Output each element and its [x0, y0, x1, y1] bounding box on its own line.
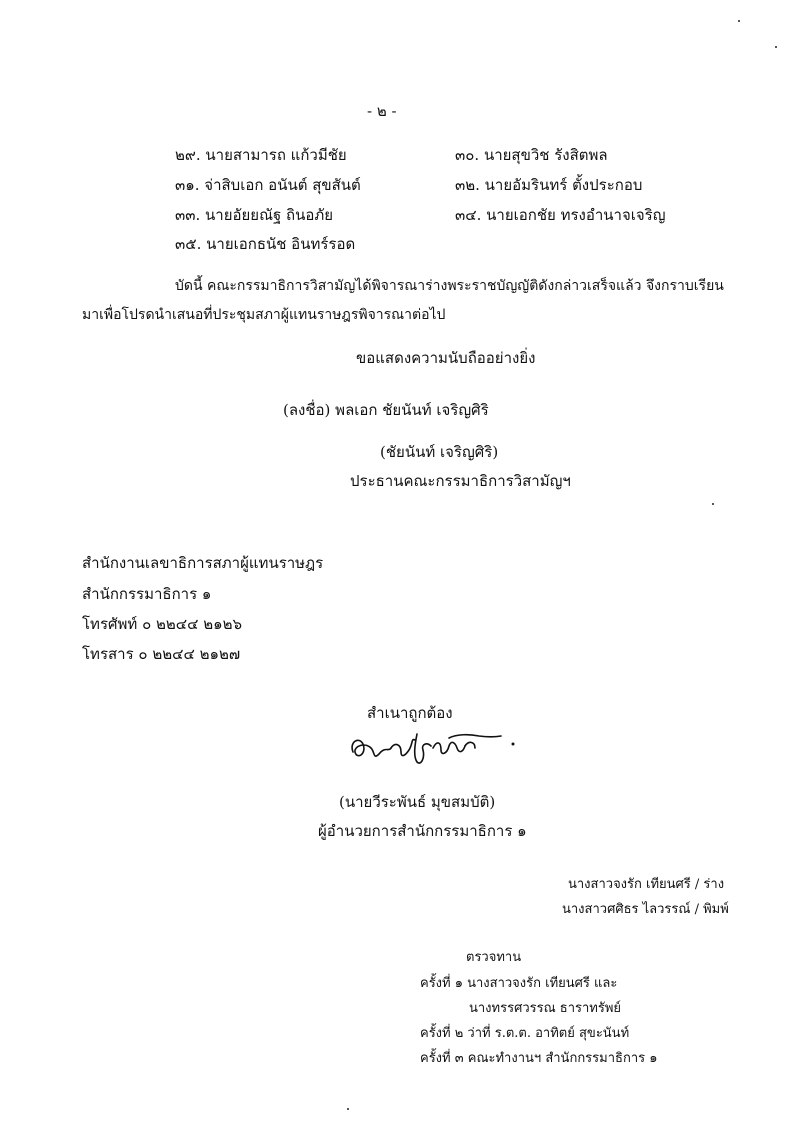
closing-line: ขอแสดงความนับถืออย่างยิ่ง	[356, 349, 536, 367]
review-round-1: ครั้งที่ ๑ นางสาวจงรัก เทียนศรี และ	[420, 976, 618, 991]
review-round-2: ครั้งที่ ๒ ว่าที่ ร.ต.ต. อาทิตย์ สุขะนันท์	[420, 1026, 630, 1041]
office-department: สำนักกรรมาธิการ ๑	[82, 585, 212, 603]
signed-line: (ลงชื่อ) พลเอก ชัยนันท์ เจริญศิริ	[283, 401, 489, 419]
office-name: สำนักงานเลขาธิการสภาผู้แทนราษฎร	[82, 554, 324, 572]
body-line-2: มาเพื่อโปรดนำเสนอที่ประชุมสภาผู้แทนราษฎรพิจารณาต่อไป	[82, 307, 446, 323]
signer-title: ประธานคณะกรรมาธิการวิสามัญฯ	[350, 472, 571, 490]
review-round-3: ครั้งที่ ๓ คณะทำงานฯ สำนักกรรมาธิการ ๑	[420, 1051, 658, 1066]
member-30: ๓๐. นายสุขวิช รังสิตพล	[455, 146, 608, 164]
certified-copy-label: สำเนาถูกต้อง	[367, 704, 453, 722]
office-fax: โทรสาร ๐ ๒๒๔๔ ๒๑๒๗	[82, 645, 241, 663]
review-heading: ตรวจทาน	[466, 950, 522, 965]
scan-speck	[775, 46, 777, 48]
member-33: ๓๓. นายอัยยณัฐ ถินอภัย	[175, 206, 334, 224]
handwritten-signature	[345, 722, 520, 772]
scan-speck	[738, 20, 740, 22]
member-29: ๒๙. นายสามารถ แก้วมีชัย	[175, 146, 347, 164]
member-31: ๓๑. จ่าสิบเอก อนันต์ สุขสันต์	[175, 176, 361, 194]
typist-line: นางสาวศศิธร ไลวรรณ์ / พิมพ์	[562, 902, 729, 917]
signer-name: (ชัยนันท์ เจริญศิริ)	[380, 443, 499, 461]
certifier-title: ผู้อำนวยการสำนักกรรมาธิการ ๑	[318, 822, 527, 840]
review-round-1-cont: นางทรรศวรรณ ธาราทรัพย์	[469, 1001, 622, 1016]
member-32: ๓๒. นายอัมรินทร์ ตั้งประกอบ	[455, 176, 643, 194]
member-34: ๓๔. นายเอกชัย ทรงอำนาจเจริญ	[455, 206, 666, 224]
office-phone: โทรศัพท์ ๐ ๒๒๔๔ ๒๑๒๖	[82, 615, 243, 633]
drafter-line: นางสาวจงรัก เทียนศรี / ร่าง	[568, 877, 725, 892]
member-35: ๓๕. นายเอกธนัช อินทร์รอด	[175, 235, 356, 253]
scan-speck	[347, 1108, 349, 1110]
body-line-1: บัดนี้ คณะกรรมาธิการวิสามัญได้พิจารณาร่างพระราชบัญญัติดังกล่าวเสร็จแล้ว จึงกราบเรียน	[175, 278, 724, 294]
page-number: - ๒ -	[367, 102, 397, 120]
certifier-name: (นายวีระพันธ์ มุขสมบัติ)	[339, 793, 496, 811]
scan-speck	[712, 503, 714, 505]
